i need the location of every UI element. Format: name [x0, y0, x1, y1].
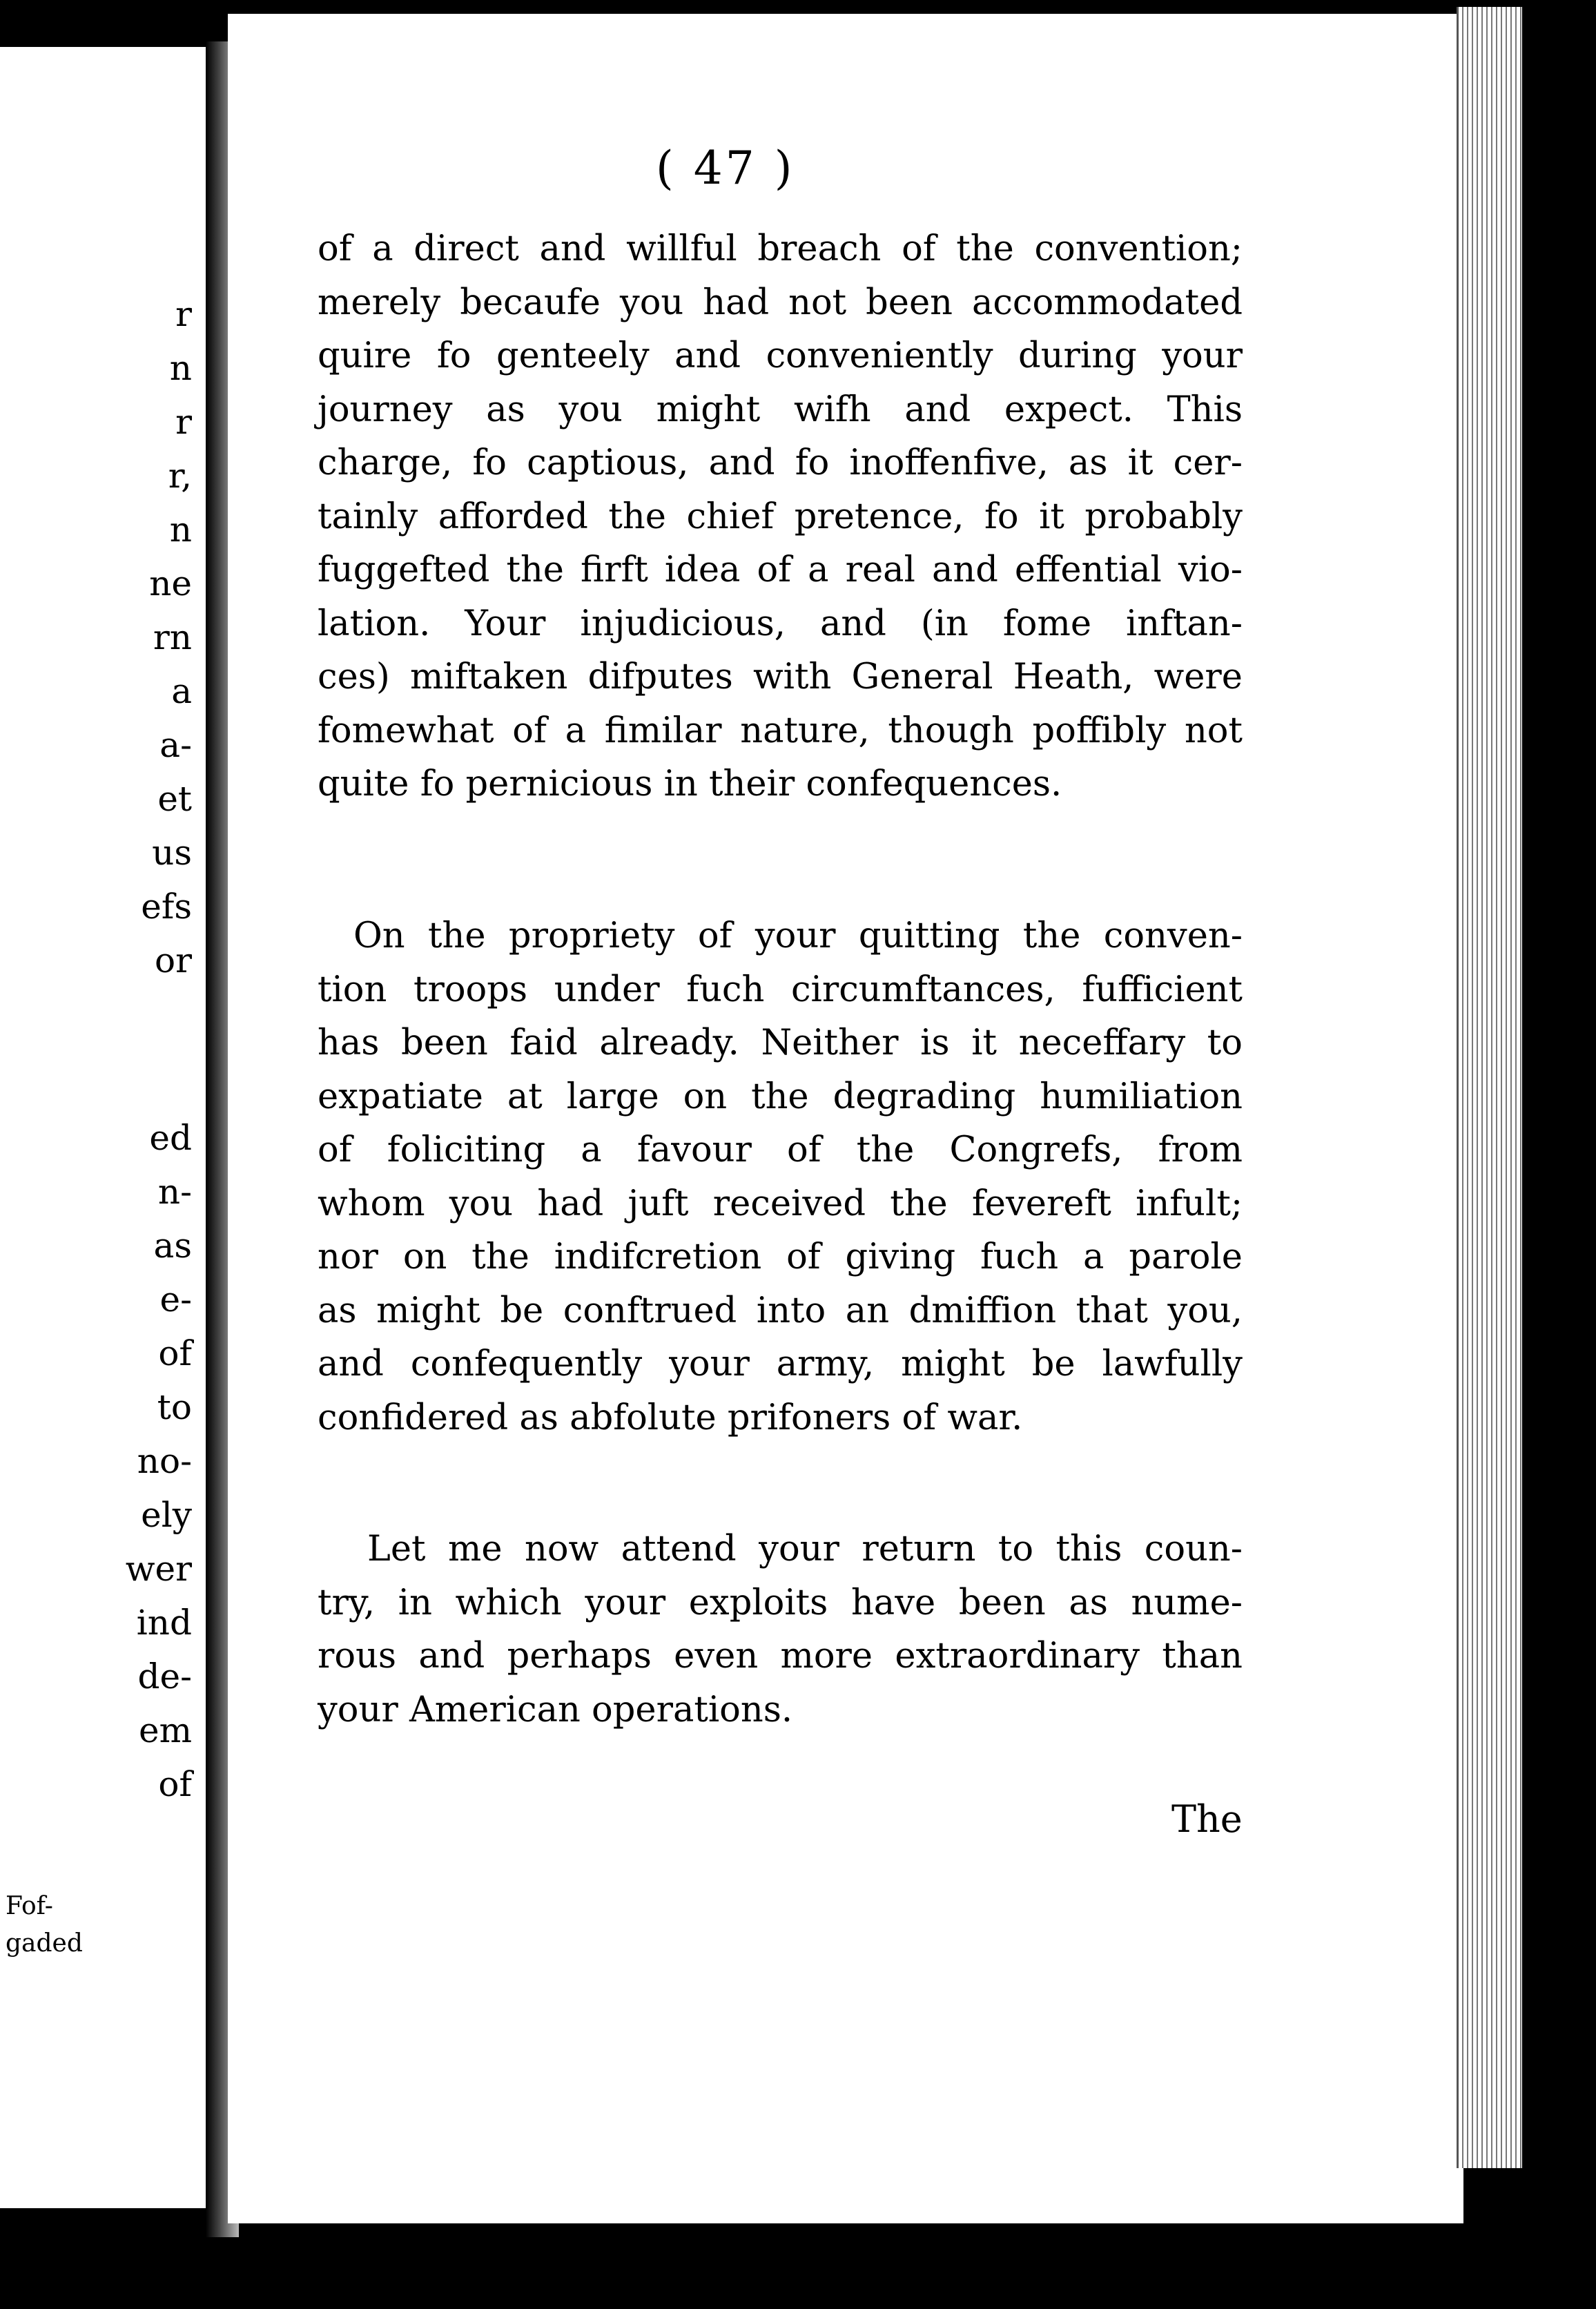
left-line-fragment: e- — [159, 1279, 192, 1320]
text-line: lation. Your injudicious, and (in fome inftan- — [318, 603, 1243, 644]
left-line-fragment: n — [169, 348, 192, 388]
left-line-fragment: rn — [153, 617, 192, 657]
left-line-fragment: ind — [136, 1603, 192, 1643]
left-line-fragment: us — [152, 833, 192, 873]
text-line: fomewhat of a fimilar nature, though poffibly not — [318, 710, 1243, 751]
left-line-fragment: as — [153, 1226, 192, 1266]
paragraph-3 — [318, 1523, 1243, 1737]
left-line-fragment: wer — [125, 1549, 192, 1589]
text-line: your American operations. — [318, 1689, 793, 1730]
text-line: Let me now attend your return to this coun- — [367, 1529, 1243, 1569]
text-line: expatiate at large on the degrading humiliation — [318, 1076, 1243, 1117]
text-line: has been faid already. Neither is it neceffary to — [318, 1023, 1243, 1063]
text-line: as might be conftrued into an dmiffion that you, — [318, 1290, 1243, 1331]
left-line-fragment: or — [154, 940, 192, 980]
text-line: and confequently your army, might be lawfully — [318, 1344, 1243, 1384]
left-line-fragment: of — [158, 1764, 192, 1804]
text-line: journey as you might wifh and expect. This — [318, 389, 1243, 430]
text-line: nor on the indifcretion of giving fuch a parole — [318, 1237, 1243, 1277]
text-line: tainly afforded the chief pretence, fo it probably — [318, 496, 1243, 537]
left-line-fragment: n — [169, 510, 192, 550]
text-line: merely becaufe you had not been accommodated — [318, 282, 1243, 323]
text-line: quite fo pernicious in their confequences. — [318, 764, 1062, 804]
left-line-fragment: a- — [159, 725, 192, 765]
left-line-fragment: ed — [149, 1118, 192, 1158]
left-line-fragment: et — [157, 779, 192, 819]
left-line-fragment: no- — [137, 1441, 192, 1481]
catchword: The — [1171, 1797, 1243, 1841]
left-footnote-fragment: gaded — [6, 1929, 83, 1958]
left-line-fragment: r — [175, 402, 192, 442]
text-line: try, in which your exploits have been as nume- — [318, 1582, 1243, 1623]
text-line: of a direct and willful breach of the convention; — [318, 229, 1243, 269]
left-line-fragment: em — [138, 1710, 192, 1750]
left-line-fragment: of — [158, 1333, 192, 1373]
text-line: of foliciting a favour of the Congrefs, from — [318, 1130, 1243, 1170]
left-line-fragment: ely — [141, 1495, 192, 1535]
text-line: quire fo genteely and conveniently during your — [318, 336, 1243, 376]
left-line-fragment: n- — [157, 1172, 192, 1212]
left-footnote-fragment: Fof- — [6, 1892, 53, 1920]
text-line: charge, fo captious, and fo inoffenfive, as it cer- — [318, 443, 1243, 483]
left-line-fragment: de- — [137, 1656, 192, 1697]
previous-page-fragment — [0, 47, 214, 2208]
text-line: confidered as abfolute prifoners of war. — [318, 1397, 1023, 1438]
left-line-fragment: r — [175, 294, 192, 334]
left-line-fragment: a — [171, 671, 192, 711]
text-line: tion troops under fuch circumftances, fufficient — [318, 969, 1243, 1010]
paragraph-1 — [318, 222, 1243, 811]
page-number: ( 47 ) — [656, 142, 795, 195]
text-line: whom you had juft received the fevereft infult; — [318, 1183, 1243, 1224]
page-edges — [1457, 7, 1522, 2168]
paragraph-2 — [318, 909, 1243, 1445]
left-line-fragment: ne — [149, 563, 192, 603]
text-line: rous and perhaps even more extraordinary than — [318, 1636, 1243, 1677]
left-line-fragment: to — [157, 1387, 192, 1427]
text-line: ces) miftaken difputes with General Heath, were — [318, 657, 1243, 697]
left-line-fragment: efs — [141, 887, 192, 927]
text-line: fuggefted the firft idea of a real and effential vio- — [318, 550, 1243, 590]
text-line: On the propriety of your quitting the conven- — [353, 916, 1243, 956]
left-line-fragment: r, — [168, 456, 192, 496]
